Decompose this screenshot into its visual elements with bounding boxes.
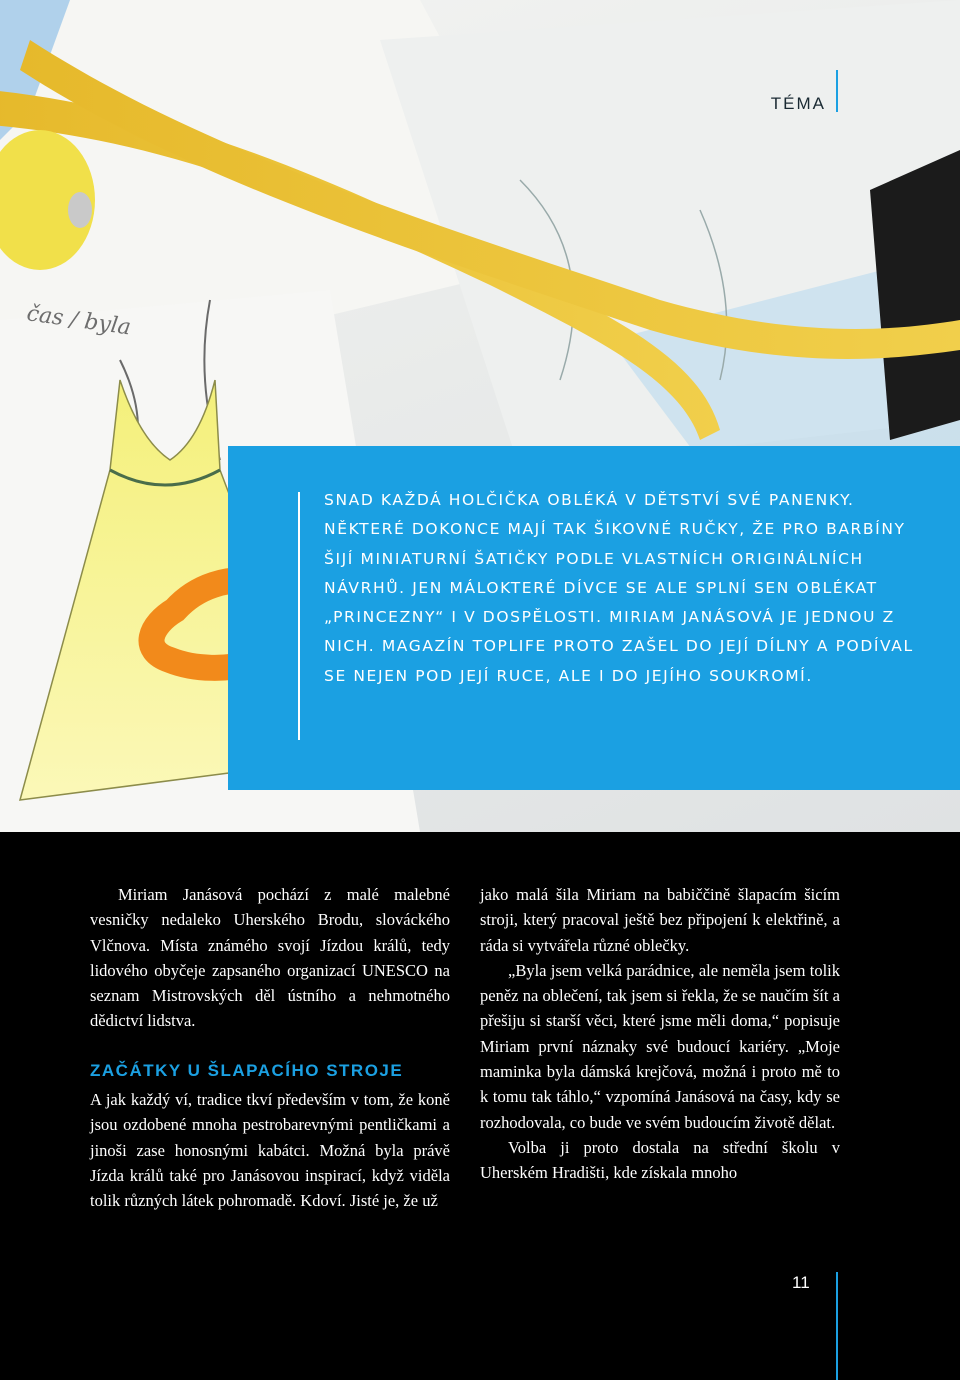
handwriting-note: čas / byla [25,301,133,341]
article-column-right [480,882,840,1186]
article-paragraph: „Byla jsem velká parádnice, ale neměla jsem tolik peněz na oblečení, tak jsem si řekla, že se naučím šít a přešiju si starší věci, které jsme měli doma,“ popisuje Miriam první náznaky své budoucí kariéry. „Moje maminka byla dámská krejčová, možná i proto mě to k tomu tak táhlo,“ vzpomíná Janásová na časy, kdy se rozhodovala, co bude ve svém budoucím životě dělat. [480,960,840,1132]
article-paragraph: jako malá šila Miriam na babiččině šlapacím šicím stroji, který pracoval ještě bez připojení k elektřině, a ráda si vytvářela různé oblečky. [480,885,840,955]
article-paragraph: Miriam Janásová pochází z malé malebné vesničky nedaleko Uherského Brodu, slováckého Vlčnova. Místa známého svojí Jízdou králů, tedy lidového obyčeje zapsaného organizací UNESCO na seznam Mistrovských děl ústního a nehmotného dědictví lidstva. [90,885,450,1031]
article-paragraph: Volba ji proto dostala na střední školu v Uherském Hradišti, kde získala mnoho [480,1137,840,1183]
article-column-left [90,882,450,1214]
article-paragraph: A jak každý ví, tradice tkví především v tom, že koně jsou ozdobené mnoha pestrobarevnými pentličkami a jinoši zase honosnými kabátci. Možná byla právě Jízda králů také pro Janásovou inspirací, když viděla tolik různých látek pohromadě. Kdoví. Jisté je, že už [90,1090,450,1211]
page-number: 11 [792,1273,810,1292]
intro-divider [298,492,300,740]
page-number-divider [836,1272,838,1380]
intro-panel [228,446,960,790]
intro-lead-text: SNAD KAŽDÁ HOLČIČKA OBLÉKÁ V DĚTSTVÍ SVÉ PANENKY. NĚKTERÉ DOKONCE MAJÍ TAK ŠIKOVNÉ RUČKY, ŽE PRO BARBÍNY ŠIJÍ MINIATURNÍ ŠATIČKY PODLE VLASTNÍCH ORIGINÁLNÍCH NÁVRHŮ. JEN MÁLOKTERÉ DÍVCE SE ALE SPLNÍ SEN OBLÉKAT „PRINCEZNY“ I V DOSPĚLOSTI. MIRIAM JANÁSOVÁ JE JEDNOU Z NICH. MAGAZÍN TOPLIFE PROTO ZAŠEL DO JEJÍ DÍLNY A PODÍVAL SE NEJEN POD JEJÍ RUCE, ALE I DO JEJÍHO SOUKROMÍ. [324,491,914,685]
section-label: TÉMA [770,94,826,113]
article-subheading: ZAČÁTKY U ŠLAPACÍHO STROJE [90,1060,404,1080]
section-divider [836,70,838,112]
